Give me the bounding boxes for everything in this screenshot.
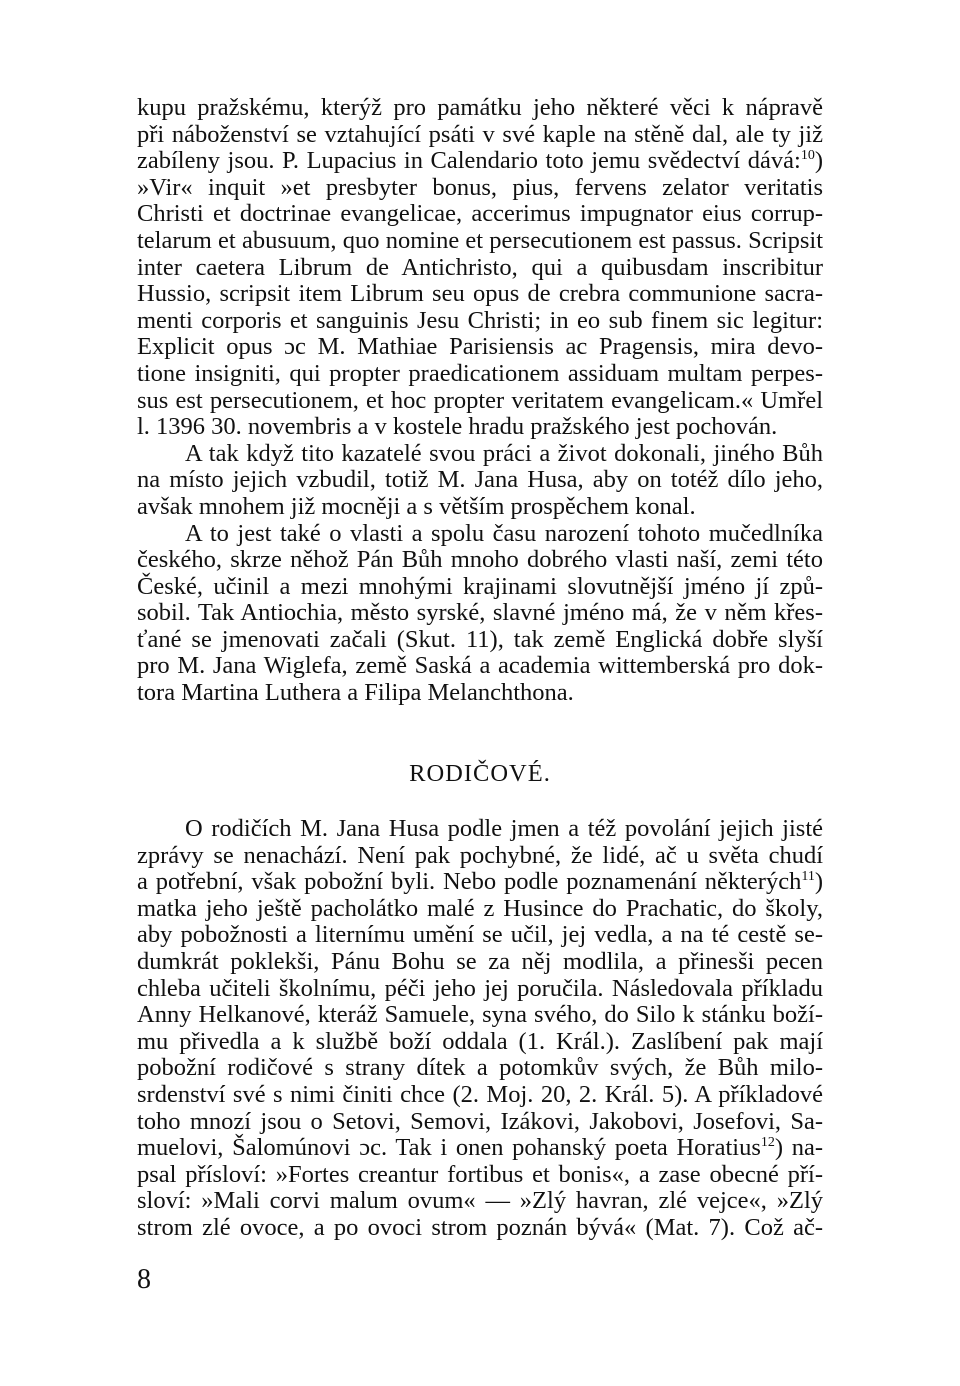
text-line: Anny Helkanové, kteráž Samuele, syna svého, do Silo k stánku boží- [137,1001,823,1029]
text-line: sobil. Tak Antiochia, město syrské, slavné jméno má, že v něm křes- [137,599,823,627]
text-line: avšak mnohem již mocněji a s větším prospěchem konal. [137,492,696,520]
text-line: na místo jejich vzbudil, totiž M. Jana Husa, aby on totéž dílo jeho, [137,466,823,494]
text-line: zprávy se nenachází. Není pak pochybné, že lidé, ač u světa chudí [137,841,823,869]
text-line: tora Martina Luthera a Filipa Melanchthona. [137,679,574,707]
text-line: l. 1396 30. novembris a v kostele hradu pražského jest pochován. [137,413,778,441]
text-line [137,869,823,896]
text-line [137,1135,823,1162]
text-line: psal přísloví: »Fortes creantur fortibus et bonis«, a zase obecné pří- [137,1160,823,1188]
text-line: České, učinil a mezi mnohými krajinami slovutnější jméno jí způ- [137,572,823,600]
text-line: při náboženství se vztahující psáti v své kaple na stěně dal, ale ty již [137,120,823,148]
text-line: sloví: »Mali corvi malum ovum« — »Zlý havran, zlé vejce«, »Zlý [137,1187,823,1215]
footnote-paren: ) na- [774,1134,823,1162]
text-line-part: muelovi, Šalomúnovi ɔc. Tak i onen pohanský poeta Horatius [137,1134,761,1162]
text-line: tione insigniti, qui propter praedicationem assiduam multam perpes- [137,359,823,387]
text-line: sus est persecutionem, et hoc propter veritatem evangelicam.« Umřel [137,386,823,414]
text-line: menti corporis et sanguinis Jesu Christi; in eo sub finem sic legitur: [137,306,823,334]
text-line: mu přivedla a k službě boží oddala (1. Král.). Zaslíbení pak mají [137,1027,823,1055]
text-line: pobožní rodičové s strany dítek a potomkův svých, že Bůh milo- [137,1054,823,1082]
footnote-marker: 12 [760,1135,775,1151]
text-line-part: zabíleny jsou. P. Lupacius in Calendario toto jemu svědectví dává: [137,147,801,175]
text-line: Christi et doctrinae evangelicae, accerimus impugnator eius corrup- [137,200,823,228]
text-line: aby pobožnosti a liternímu umění se učil, jej vedla, a na té cestě se- [137,921,823,949]
text-line: Explicit opus ɔc M. Mathiae Parisiensis ac Pragensis, mira devo- [137,333,823,361]
text-line: A tak když tito kazatelé svou práci a život dokonali, jiného Bůh [185,439,823,467]
text-line-part: a potřební, však pobožní byli. Nebo podle poznamenání některých [137,868,802,896]
text-line: kupu pražskému, kterýž pro památku jeho některé věci k nápravě [137,94,823,121]
page-number: 8 [137,1264,151,1295]
text-line: A to jest také o vlasti a spolu času narození tohoto mučedlníka [185,519,823,547]
text-line: inter caetera Librum de Antichristo, qui a quibusdam inscribitur [137,253,823,281]
text-line: telarum et abusuum, quo nomine et persecutionem est passus. Scripsit [137,226,823,254]
text-line: Hussio, scripsit item Librum seu opus de crebra communione sacra- [137,280,823,308]
text-line: chleba učiteli školnímu, péči jeho jej poručila. Následovala příkladu [137,974,823,1002]
text-block-intro [137,95,823,707]
text-line: toho mnozí jsou o Setovi, Semovi, Izákovi, Jakobovi, Josefovi, Sa- [137,1107,823,1135]
text-block-parents [137,816,823,1242]
text-line: O rodičích M. Jana Husa podle jmen a též povolání jejich jisté [185,815,823,842]
text-line: »Vir« inquit »et presbyter bonus, pius, fervens zelator veritatis [137,173,823,201]
footnote-marker: 11 [801,869,815,885]
text-line [137,148,823,175]
section-heading: RODIČOVÉ. [409,760,551,787]
footnote-paren: ) [814,868,823,896]
text-line: pro M. Jana Wiglefa, země Saská a academia wittemberská pro dok- [137,652,823,680]
text-line: matka jeho ještě pacholátko malé z Husince do Prachatic, do školy, [137,894,823,922]
text-line: dumkrát poklekši, Pánu Bohu se za něj modlila, a přinesši pecen [137,947,823,975]
footnote-paren: ) [814,147,823,175]
text-line: ťané se jmenovati začali (Skut. 11), tak země Englická dobře slyší [137,625,823,653]
text-line: srdenství své s nimi činiti chce (2. Moj. 20, 2. Král. 5). A příkladové [137,1080,823,1108]
footnote-marker: 10 [800,148,815,164]
text-line: strom zlé ovoce, a po ovoci strom poznán bývá« (Mat. 7). Což ač- [137,1213,823,1241]
text-line: českého, skrze něhož Pán Bůh mnoho dobrého vlasti naší, zemi této [137,546,823,574]
